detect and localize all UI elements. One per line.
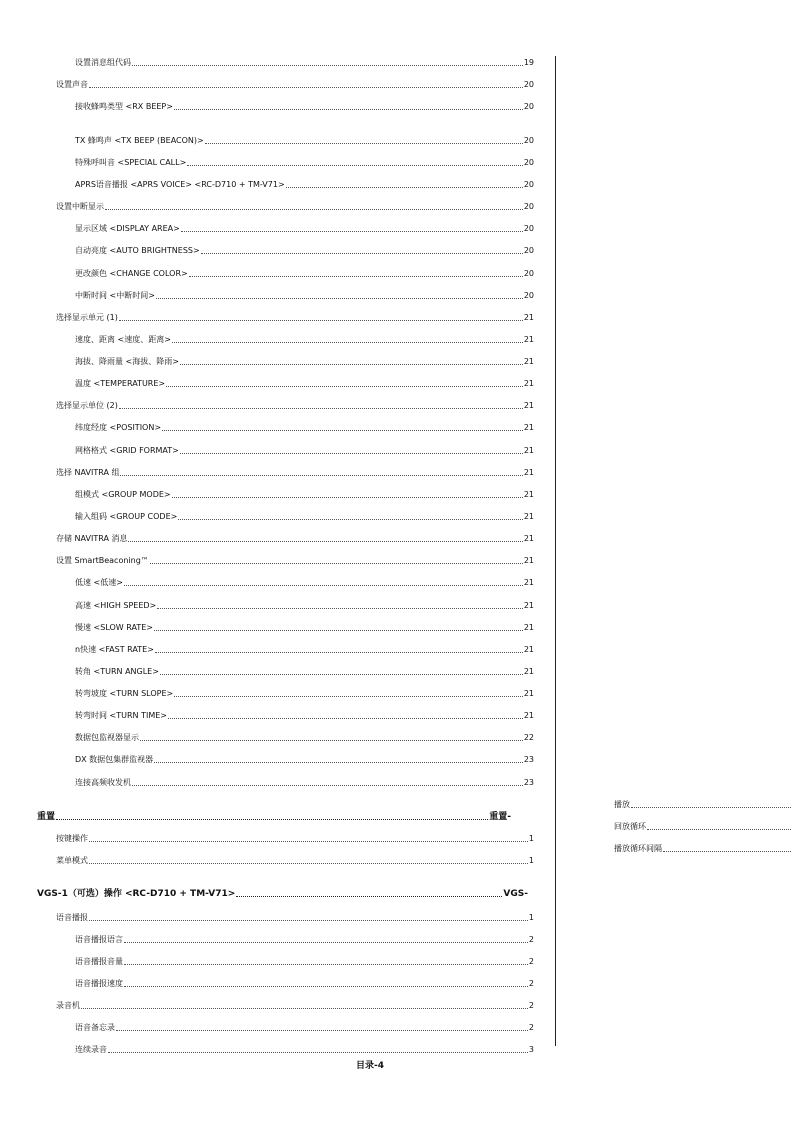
toc-entry: [75, 222, 534, 234]
toc-entry-page: 20: [523, 291, 534, 300]
toc-entry-label: 速度、距离 <速度、距离>: [75, 335, 171, 344]
toc-entry-page: 2: [528, 957, 534, 966]
toc-entry-page: 20: [523, 202, 534, 211]
leader-dots: [157, 608, 523, 609]
toc-entry-label: 选择显示单元 (1): [56, 313, 118, 322]
toc-entry-label: 语音播报语言: [75, 935, 123, 944]
toc-entry: [75, 134, 534, 146]
toc-entry-label: 转弯坡度 <TURN SLOPE>: [75, 689, 174, 698]
leader-dots: [236, 896, 502, 897]
toc-entry-label: 温度 <TEMPERATURE>: [75, 379, 166, 388]
toc-entry-page: 3: [528, 1045, 534, 1054]
toc-entry: [75, 599, 534, 611]
leader-dots: [189, 276, 523, 277]
leader-dots: [120, 475, 522, 476]
toc-entry-page: 1: [528, 834, 534, 843]
toc-entry: [75, 955, 534, 967]
toc-entry-label: 语音备忘录: [75, 1023, 115, 1032]
toc-entry-label: 存储 NAVITRA 消息: [56, 534, 128, 543]
toc-entry-page: 20: [523, 80, 534, 89]
toc-entry-label: 显示区域 <DISPLAY AREA>: [75, 224, 180, 233]
toc-entry: [56, 832, 534, 844]
toc-entry-label: 数据包监视器显示: [75, 733, 139, 742]
toc-entry-page: 2: [528, 1023, 534, 1032]
toc-entry-page: 20: [523, 269, 534, 278]
toc-section-heading: [37, 887, 528, 899]
leader-dots: [663, 851, 791, 852]
toc-entry-page: 2: [528, 1001, 534, 1010]
leader-dots: [119, 408, 523, 409]
toc-entry-label: 高速 <HIGH SPEED>: [75, 601, 157, 610]
toc-entry: [614, 820, 792, 832]
leader-dots: [124, 585, 523, 586]
toc-entry: [56, 854, 534, 866]
toc-entry-page: 21: [523, 578, 534, 587]
column-divider: [555, 56, 556, 1046]
toc-entry-label: 特殊呼叫音 <SPECIAL CALL>: [75, 158, 187, 167]
toc-entry-page: 21: [523, 601, 534, 610]
leader-dots: [89, 87, 523, 88]
leader-dots: [647, 829, 791, 830]
leader-dots: [89, 863, 528, 864]
leader-dots: [132, 785, 523, 786]
toc-entry: [75, 643, 534, 655]
toc-entry-page: 21: [523, 357, 534, 366]
toc-entry: [75, 576, 534, 588]
toc-entry-page: 21: [523, 401, 534, 410]
toc-entry-page: 19: [523, 58, 534, 67]
toc-entry-label: 接收蜂鸣类型 <RX BEEP>: [75, 102, 173, 111]
leader-dots: [124, 964, 528, 965]
toc-entry-page: 21: [523, 490, 534, 499]
toc-entry-label: 录音机: [56, 1001, 80, 1010]
toc-entry-label: 回放循环: [614, 822, 646, 831]
leader-dots: [172, 342, 523, 343]
leader-dots: [156, 298, 523, 299]
leader-dots: [154, 630, 523, 631]
toc-entry: [56, 554, 534, 566]
toc-entry: [75, 377, 534, 389]
toc-entry: [75, 333, 534, 345]
toc-entry-label: 更改颜色 <CHANGE COLOR>: [75, 269, 188, 278]
toc-entry-page: 1: [528, 856, 534, 865]
toc-entry: [75, 355, 534, 367]
toc-entry-label: 重置: [37, 812, 56, 822]
toc-entry-label: 菜单模式: [56, 856, 88, 865]
toc-entry-page: 2: [528, 979, 534, 988]
toc-entry-page: 21: [523, 689, 534, 698]
leader-dots: [124, 942, 528, 943]
toc-entry: [75, 1021, 534, 1033]
toc-entry-page: 20: [523, 246, 534, 255]
toc-entry-label: 低速 <低速>: [75, 578, 123, 587]
toc-entry: [75, 687, 534, 699]
toc-entry-page: 20: [523, 136, 534, 145]
leader-dots: [140, 740, 523, 741]
toc-entry-label: 输入组码 <GROUP CODE>: [75, 512, 178, 521]
leader-dots: [155, 652, 523, 653]
toc-entry: [614, 798, 792, 810]
toc-entry-page: 重置-: [489, 812, 511, 822]
toc-entry-page: 21: [523, 534, 534, 543]
toc-entry: [75, 776, 534, 788]
toc-entry-page: 1: [528, 913, 534, 922]
toc-entry-label: 语音播报: [56, 913, 88, 922]
toc-entry-label: 转弯时间 <TURN TIME>: [75, 711, 167, 720]
toc-entry: [75, 100, 534, 112]
toc-entry-label: 转角 <TURN ANGLE>: [75, 667, 159, 676]
leader-dots: [124, 986, 528, 987]
toc-entry-label: 语音播报速度: [75, 979, 123, 988]
toc-entry-label: 连续录音: [75, 1045, 107, 1054]
page-footer: 目录-4: [356, 1061, 384, 1071]
toc-entry: [75, 1043, 534, 1055]
toc-entry: [75, 178, 534, 190]
toc-entry-label: DX 数据包集群监视器: [75, 755, 154, 764]
toc-entry: [56, 466, 534, 478]
toc-entry: [75, 977, 534, 989]
toc-entry-page: 21: [523, 623, 534, 632]
leader-dots: [180, 364, 523, 365]
toc-entry-page: 20: [523, 102, 534, 111]
toc-entry-label: 按键操作: [56, 834, 88, 843]
leader-dots: [168, 718, 523, 719]
leader-dots: [150, 563, 523, 564]
toc-entry-page: 21: [523, 335, 534, 344]
toc-entry: [75, 244, 534, 256]
toc-entry-page: 20: [523, 224, 534, 233]
leader-dots: [89, 920, 528, 921]
toc-entry: [75, 933, 534, 945]
toc-entry: [614, 842, 792, 854]
leader-dots: [160, 674, 523, 675]
toc-entry: [75, 156, 534, 168]
leader-dots: [174, 109, 523, 110]
toc-entry: [56, 78, 534, 90]
toc-entry-label: 播放: [614, 800, 630, 809]
leader-dots: [56, 819, 488, 820]
toc-entry-label: 选择显示单位 (2): [56, 401, 118, 410]
toc-entry-label: 网格格式 <GRID FORMAT>: [75, 446, 179, 455]
toc-entry-label: 设置声音: [56, 80, 88, 89]
toc-entry-page: 21: [523, 556, 534, 565]
toc-entry: [75, 753, 534, 765]
toc-entry-label: 设置消息组代码: [75, 58, 131, 67]
toc-entry: [75, 731, 534, 743]
leader-dots: [286, 187, 523, 188]
leader-dots: [631, 807, 791, 808]
toc-entry-page: 21: [523, 446, 534, 455]
toc-entry-label: 海拔、降雨量 <海拔、降雨>: [75, 357, 179, 366]
toc-entry-page: 23: [523, 755, 534, 764]
leader-dots: [89, 841, 528, 842]
toc-entry-page: 21: [523, 711, 534, 720]
toc-entry-label: 组模式 <GROUP MODE>: [75, 490, 171, 499]
leader-dots: [108, 1052, 528, 1053]
toc-entry-label: 中断时间 <中断时间>: [75, 291, 155, 300]
toc-entry: [75, 56, 534, 68]
leader-dots: [128, 541, 522, 542]
toc-entry-page: 21: [523, 423, 534, 432]
toc-entry-label: 播放循环间隔: [614, 844, 662, 853]
toc-entry-label: 设置 SmartBeaconing™: [56, 556, 149, 565]
toc-entry: [75, 421, 534, 433]
toc-entry-label: 选择 NAVITRA 组: [56, 468, 120, 477]
leader-dots: [187, 165, 523, 166]
toc-entry: [56, 200, 534, 212]
toc-entry-label: 设置中断显示: [56, 202, 104, 211]
toc-entry: [56, 911, 534, 923]
leader-dots: [201, 253, 523, 254]
toc-entry-label: 语音播报音量: [75, 957, 123, 966]
leader-dots: [132, 65, 523, 66]
toc-entry: [75, 510, 534, 522]
toc-entry-label: VGS-1（可选）操作 <RC-D710 + TM-V71>: [37, 889, 236, 899]
leader-dots: [180, 453, 523, 454]
leader-dots: [116, 1030, 528, 1031]
leader-dots: [205, 143, 523, 144]
toc-entry-page: 20: [523, 158, 534, 167]
toc-entry-label: n快速 <FAST RATE>: [75, 645, 154, 654]
toc-entry: [56, 999, 534, 1011]
leader-dots: [105, 209, 523, 210]
toc-entry: [56, 311, 534, 323]
toc-entry: [75, 444, 534, 456]
toc-entry: [56, 399, 534, 411]
toc-entry-page: 20: [523, 180, 534, 189]
leader-dots: [178, 519, 522, 520]
toc-section-heading: [37, 810, 511, 822]
toc-entry: [75, 289, 534, 301]
toc-entry-label: 连接高频收发机: [75, 778, 131, 787]
toc-entry: [75, 267, 534, 279]
toc-entry-label: 纬度经度 <POSITION>: [75, 423, 162, 432]
leader-dots: [174, 696, 523, 697]
toc-entry: [56, 532, 534, 544]
leader-dots: [181, 231, 523, 232]
toc-entry: [75, 621, 534, 633]
toc-entry-label: TX 蜂鸣声 <TX BEEP (BEACON)>: [75, 136, 204, 145]
toc-entry: [75, 709, 534, 721]
toc-entry-page: 2: [528, 935, 534, 944]
leader-dots: [172, 497, 523, 498]
leader-dots: [166, 386, 523, 387]
toc-entry-page: 22: [523, 733, 534, 742]
toc-entry-page: 21: [523, 379, 534, 388]
leader-dots: [154, 762, 523, 763]
toc-entry-page: 21: [523, 512, 534, 521]
toc-entry-page: 23: [523, 778, 534, 787]
toc-entry-label: APRS语音播报 <APRS VOICE> <RC-D710 + TM-V71>: [75, 180, 285, 189]
toc-entry-page: 21: [523, 313, 534, 322]
leader-dots: [162, 430, 523, 431]
toc-entry-page: 21: [523, 667, 534, 676]
toc-entry: [75, 488, 534, 500]
toc-entry-page: 21: [523, 468, 534, 477]
leader-dots: [81, 1008, 528, 1009]
leader-dots: [119, 320, 523, 321]
toc-entry-label: 自动亮度 <AUTO BRIGHTNESS>: [75, 246, 200, 255]
toc-entry-label: 慢速 <SLOW RATE>: [75, 623, 153, 632]
toc-entry: [75, 665, 534, 677]
toc-entry-page: 21: [523, 645, 534, 654]
toc-entry-page: VGS-: [503, 889, 528, 899]
